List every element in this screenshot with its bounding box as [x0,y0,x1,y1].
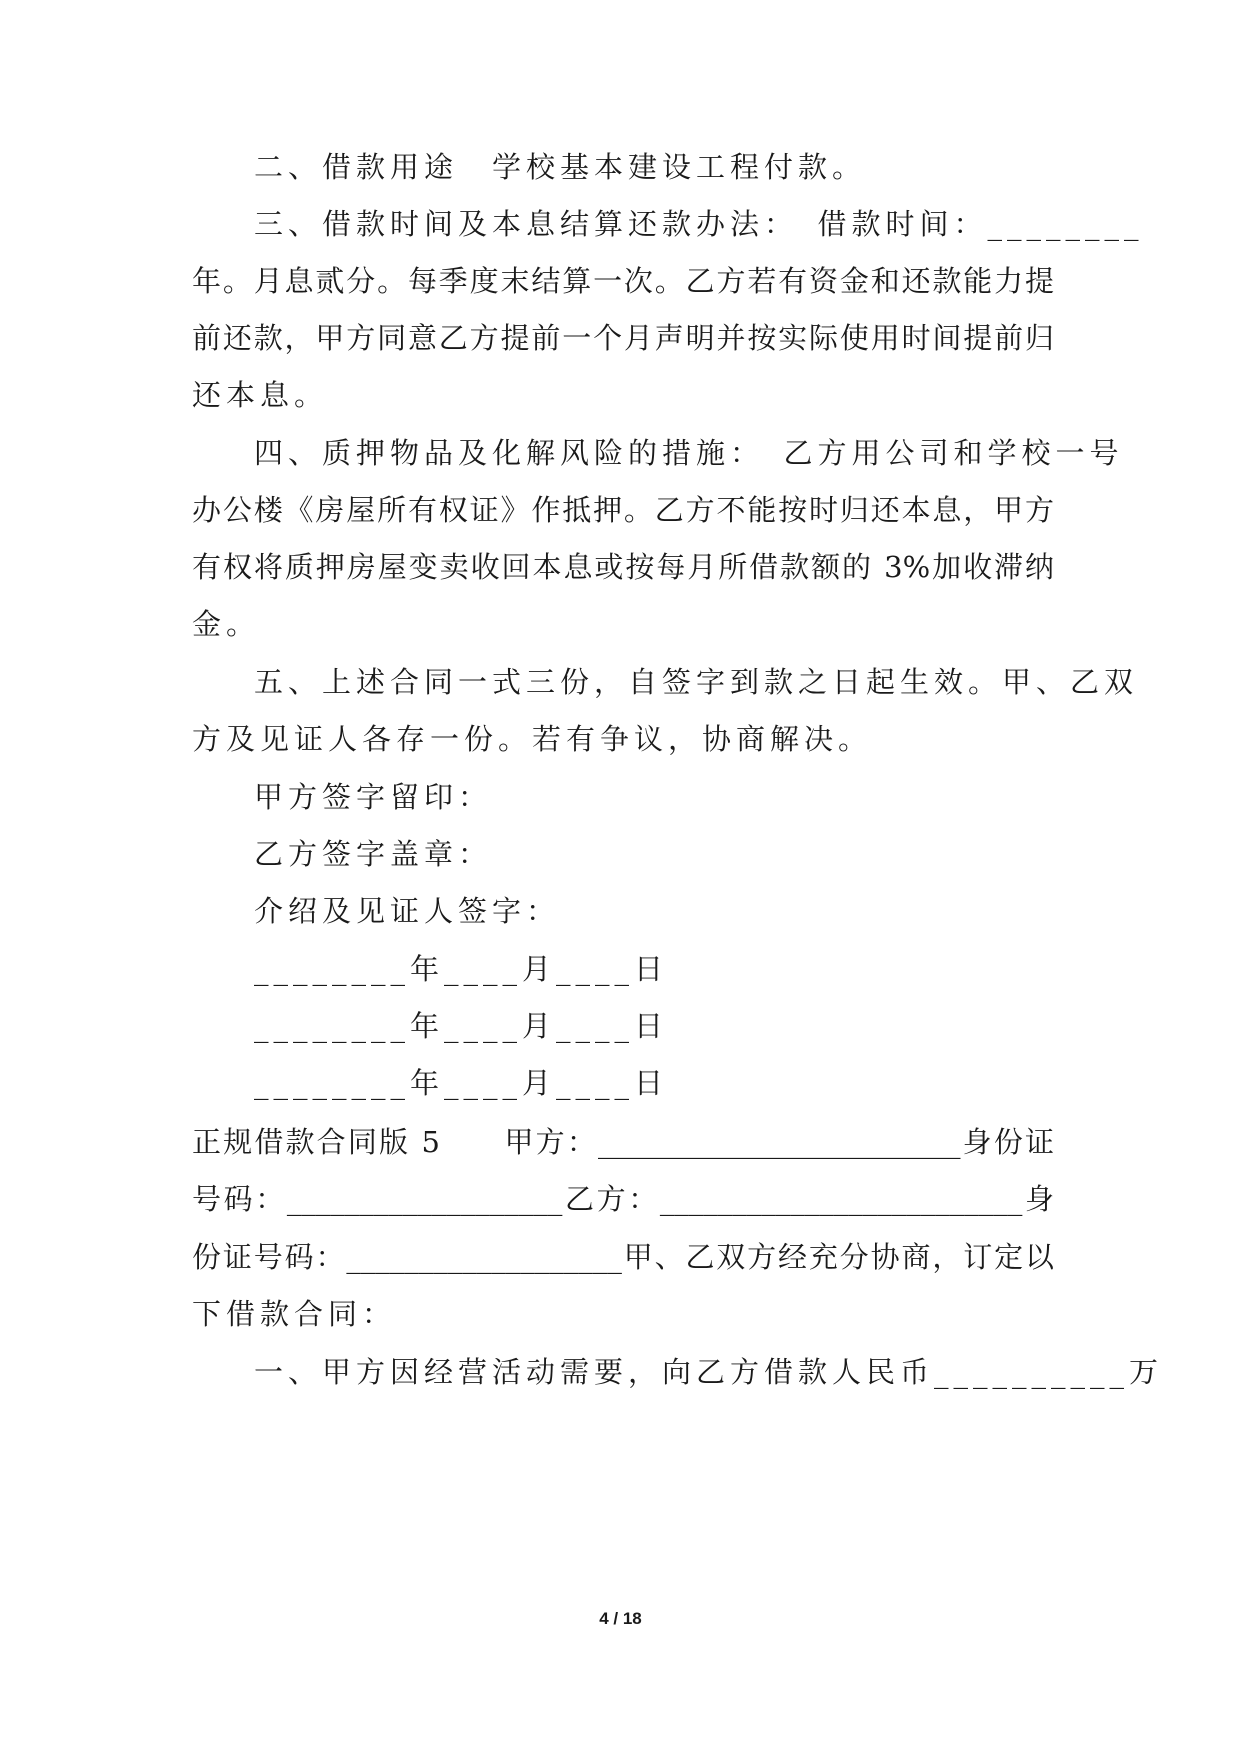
version-5-intro-end: 下借款合同： [192,1297,397,1331]
version-5-clause-1-line: 一、甲方因经营活动需要，向乙方借款人民币__________万 [254,1355,1164,1389]
clause-4-line-1: 四、质押物品及化解风险的措施： 乙方用公司和学校一号 [254,436,1124,470]
version-5-agreement-line: 份证号码：___________________甲、乙双方经充分协商，订定以 [192,1240,1054,1274]
clause-3-line-2: 年。月息贰分。每季度末结算一次。乙方若有资金和还款能力提 [192,264,1054,298]
clause-3-line-4: 还本息。 [192,378,329,412]
clause-3-line-1: 三、借款时间及本息结算还款办法： 借款时间：________ [254,207,1144,241]
date-line-1: ________年____月____日 [254,952,669,986]
clause-3-line-3: 前还款，甲方同意乙方提前一个月声明并按实际使用时间提前归 [192,321,1054,355]
clause-2-line: 二、借款用途 学校基本建设工程付款。 [254,150,867,184]
version-5-parties-line: 号码：___________________乙方：_________________________身 [192,1182,1054,1216]
version-5-header-line: 正规借款合同版 5 甲方：_________________________身份证 [192,1125,1054,1159]
page-number: 4 / 18 [599,1609,642,1628]
witness-signature-label: 介绍及见证人签字： [254,894,561,928]
clause-4-line-4: 金。 [192,607,261,641]
clause-5-line-2: 方及见证人各存一份。若有争议，协商解决。 [192,722,873,756]
clause-4-line-3: 有权将质押房屋变卖收回本息或按每月所借款额的 3%加收滞纳 [192,550,1054,584]
date-line-3: ________年____月____日 [254,1066,669,1100]
clause-5-line-1: 五、上述合同一式三份，自签字到款之日起生效。甲、乙双 [254,665,1139,699]
party-a-signature-label: 甲方签字留印： [254,780,493,814]
clause-4-line-2: 办公楼《房屋所有权证》作抵押。乙方不能按时归还本息，甲方 [192,493,1054,527]
date-line-2: ________年____月____日 [254,1009,669,1043]
party-b-signature-label: 乙方签字盖章： [254,837,493,871]
